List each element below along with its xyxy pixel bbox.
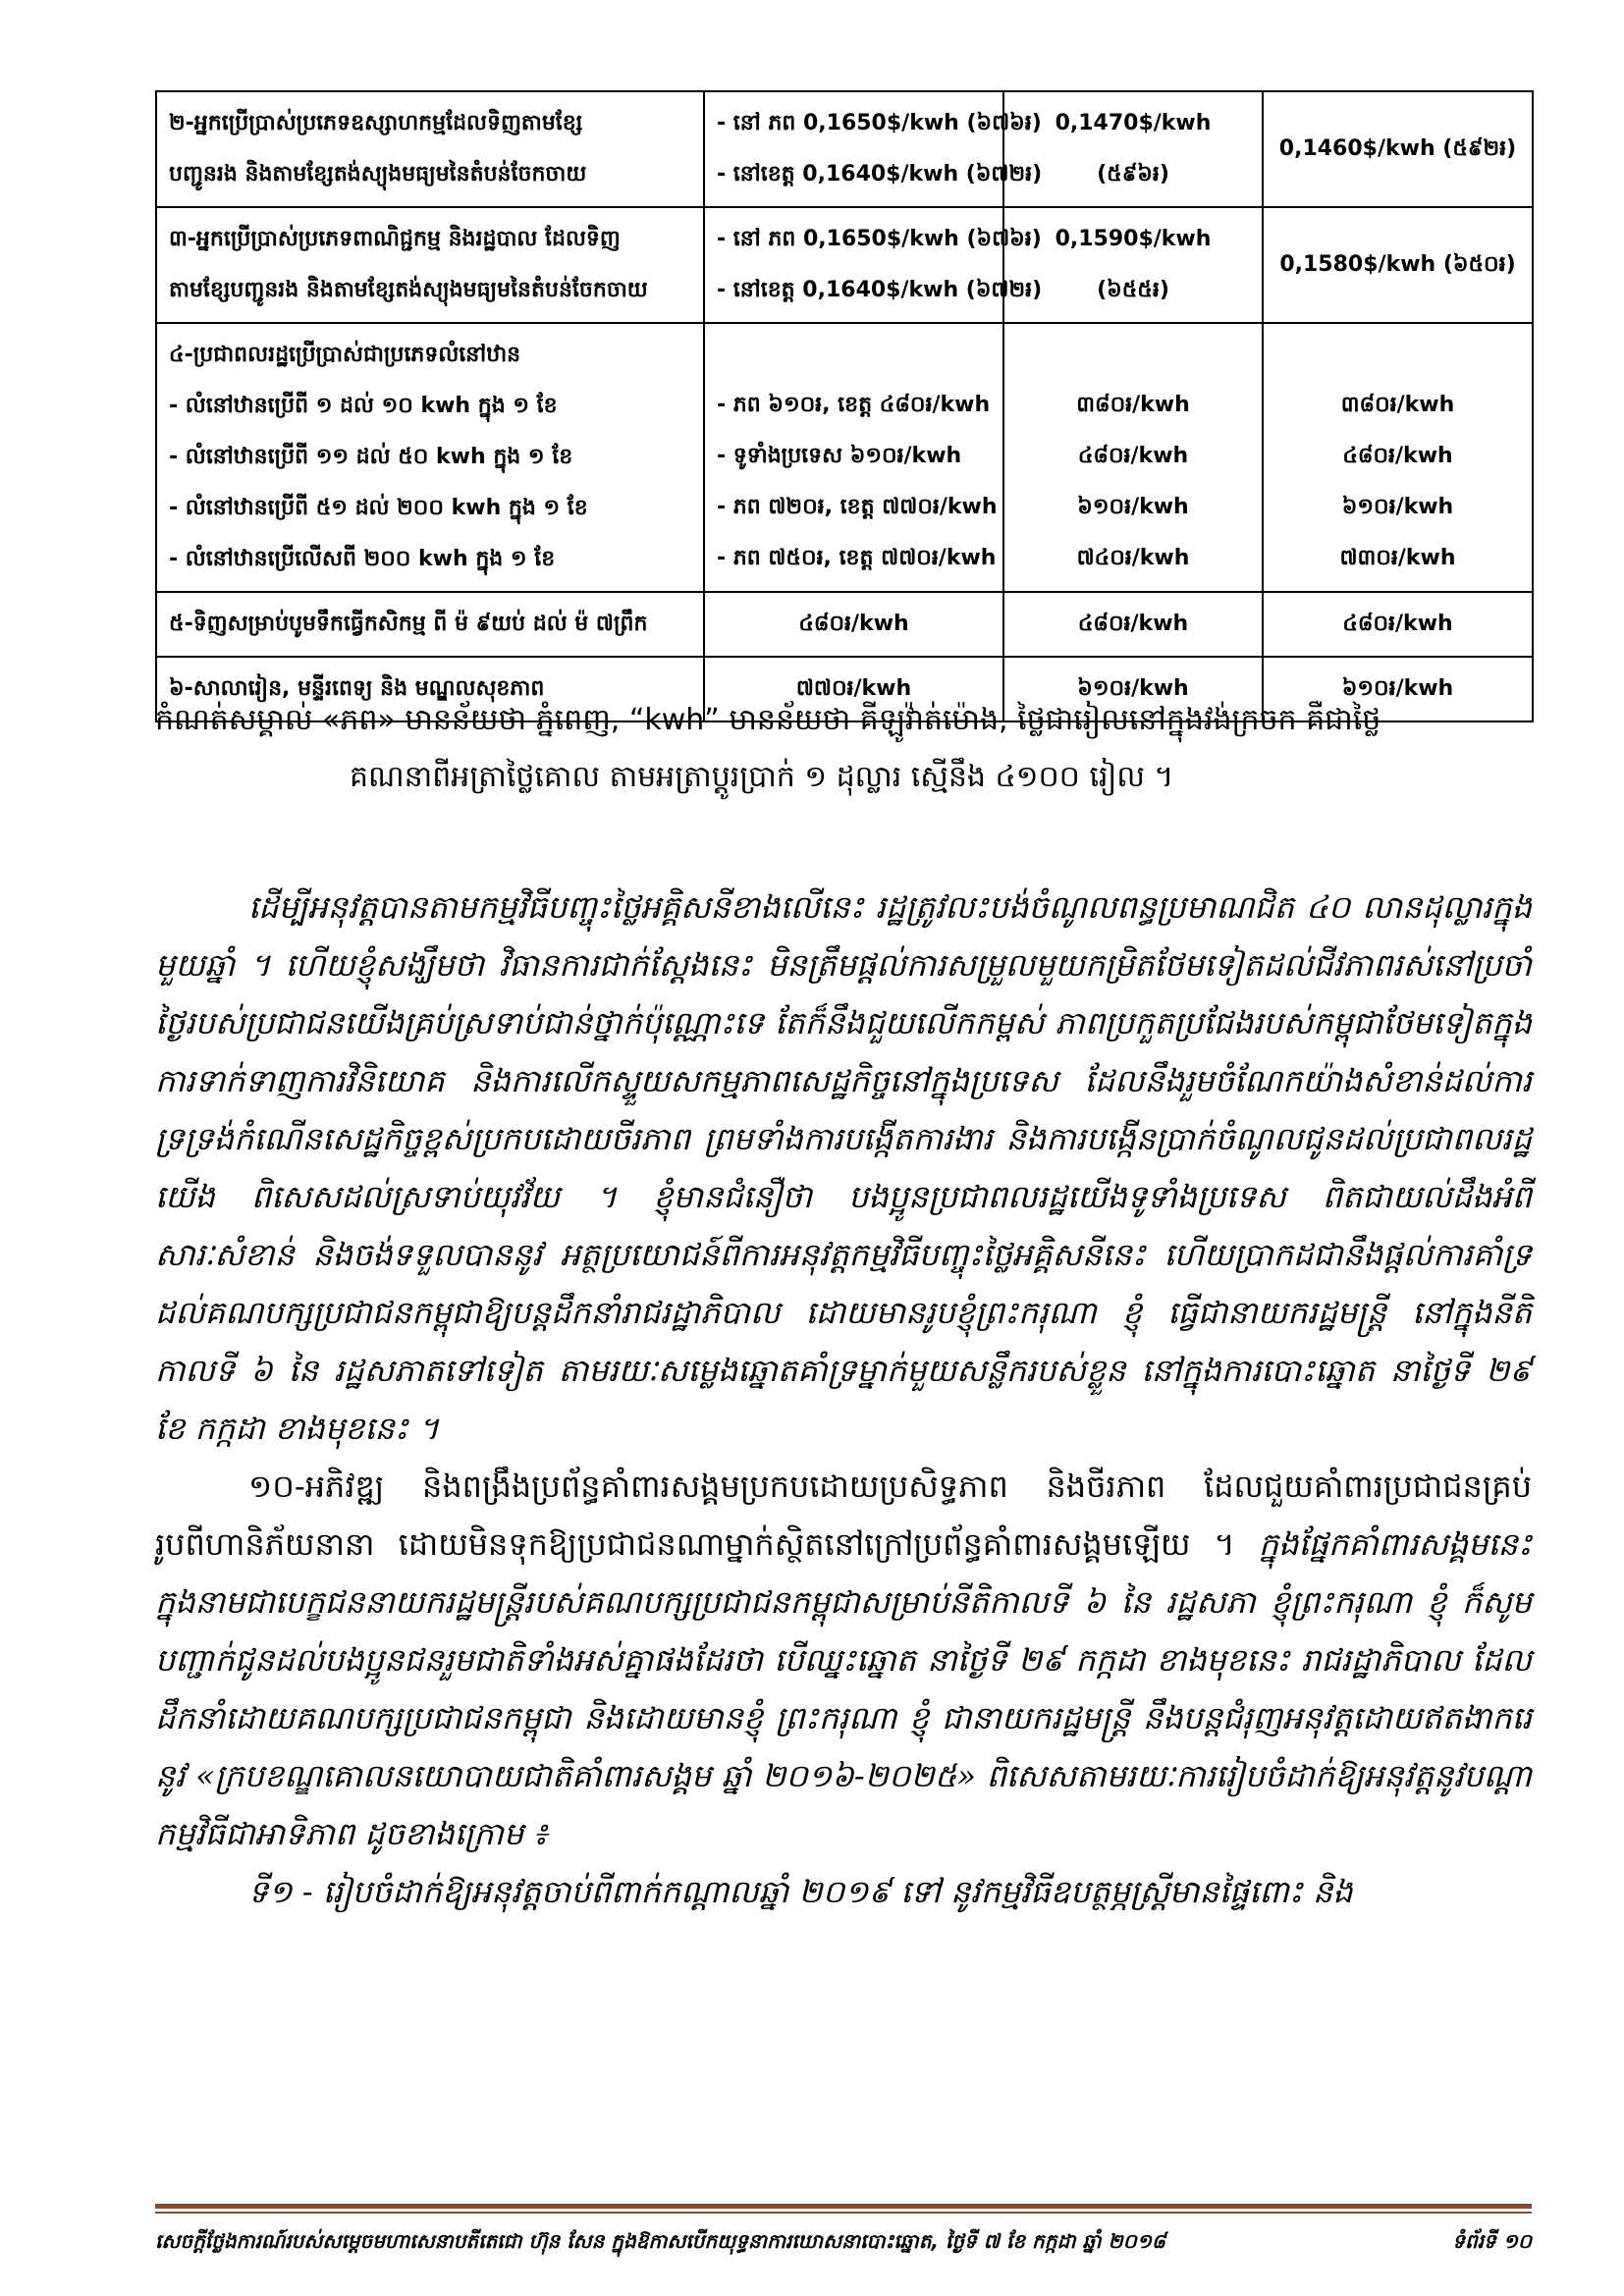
rate-2018-cell: ៤៨០៛/kwh [704,592,1003,657]
rate-line: ៧៣០៛/kwh [1339,546,1456,570]
rate-line: - ភព ៧៥០៛, ខេត្ត ៧៧០៛/kwh [717,546,997,570]
footnote-line: កំណត់សម្គាល់ «ភព» មានន័យថា ភ្នំពេញ, “kwh” មានន័យថា គីឡូវ៉ាត់ម៉ោង, ថ្លៃជារៀលនៅក្នុងវង់ក្រចក គឺជាថ្លៃ [155,703,1381,737]
rate-line: - នៅខេត្ត 0,1640$/kwh (៦៧២៛) [717,278,1043,302]
rate-line: - ភព ៧២០៛, ខេត្ត ៧៧០៛/kwh [717,495,998,519]
category-line: ៤-ប្រជាពលរដ្ឋប្រើប្រាស់ជាប្រភេទលំនៅឋាន [169,343,521,367]
rate-2019-cell: 0,1470$/kwh (៥៩៦៛) [1003,91,1263,207]
category-line: បញ្ជូនរង និងតាមខ្សែតង់ស្យុងមធ្យមនៃតំបន់ចែកចាយ [169,162,587,187]
category-line: - លំនៅឋានប្រើពី ១១ ដល់ ៥០ kwh ក្នុង ១ ខែ [169,445,573,469]
footer-divider [155,2204,1532,2209]
category-line: - លំនៅឋានប្រើលើសពី ២០០ kwh ក្នុង ១ ខែ [169,547,556,571]
footnote-line: គណនាពីអត្រាថ្លៃគោល តាមអត្រាប្តូរប្រាក់ ១ ដុល្លារ ស្មើនឹង ៤១០០ រៀល ។ [350,760,1174,794]
category-cell [156,207,704,323]
category-line: ៣-អ្នកប្រើប្រាស់ប្រភេទពាណិជ្ជកម្ម និងរដ្ឋបាល ដែលទិញ [169,227,621,251]
category-line: ២-អ្នកប្រើប្រាស់ប្រភេទឧស្សាហកម្មដែលទិញតាមខ្សែ [169,111,583,135]
rate-2019-cell [1003,323,1263,592]
category-line: - លំនៅឋានប្រើពី ៥១ ដល់ ២០០ kwh ក្នុង ១ ខែ [169,496,588,520]
page-number: ទំព័រទី ១០ [1452,2229,1532,2253]
rate-line: - ភព ៦១០៛, ខេត្ត ៤៨០៛/kwh [717,393,991,417]
rate-line: - នៅ ភព 0,1650$/kwh (៦៧៦៛) [717,227,1042,251]
category-line: តាមខ្សែបញ្ជូនរង និងតាមខ្សែតង់ស្យុងមធ្យមនៃតំបន់ចែកចាយ [169,278,648,302]
rate-2020-cell: ៤៨០៛/kwh [1263,592,1533,657]
rate-2019-cell: ៤៨០៛/kwh [1003,592,1263,657]
category-line: - លំនៅឋានប្រើពី ១ ដល់ ១០ kwh ក្នុង ១ ខែ [169,394,558,418]
rate-2020-cell: 0,1460$/kwh (៥៩២៛) [1263,91,1533,207]
table-row [156,91,1533,207]
electricity-tariff-table [155,90,1534,722]
table-row [156,207,1533,323]
rate-2020-cell: 0,1580$/kwh (៦៥០៛) [1263,207,1533,323]
rate-2018-cell [704,91,1043,207]
category-cell [156,91,704,207]
table-row [156,323,1533,592]
rate-2018-cell [704,323,1003,592]
paragraph-italic-text: ក្នុងផ្នែកគាំពារសង្គមនេះ ក្នុងនាមជាបេក្ខជននាយករដ្ឋមន្ត្រីរបស់គណបក្សប្រជាជនកម្ពុជាសម្រាប់នីតិកាលទី ៦ នៃ រដ្ឋសភា ខ្ញុំព្រះករុណា ខ្ញុំ ក៏សូមបញ្ជាក់ជូនដល់បងប្អូនជនរួមជាតិទាំងអស់គ្នាផងដែរថា បើឈ្នះឆ្នោត នាថ្ងៃទី ២៩ កក្កដា ខាងមុខនេះ រាជរដ្ឋាភិបាល ដែលដឹកនាំដោយគណបក្សប្រជាជនកម្ពុជា និងដោយមានខ្ញុំ ព្រះករុណា ខ្ញុំ ជានាយករដ្ឋមន្ត្រី នឹងបន្តជំរុញអនុវត្តដោយឥតងាករេនូវ «ក្របខណ្ឌគោលនយោបាយជាតិគាំពារសង្គម ឆ្នាំ ២០១៦-២០២៥» ពិសេសតាមរយៈការរៀបចំដាក់ឱ្យអនុវត្តនូវបណ្តាកម្មវិធីជាអាទិភាព ដូចខាងក្រោម ៖ [155,1525,1533,1852]
document-body [155,879,1532,1921]
category-cell [156,323,704,592]
rate-2018-cell [704,207,1043,323]
category-line: ៥-ទិញសម្រាប់បូមទឹកធ្វើកសិកម្ម ពី ម៉ ៩យប់ ដល់ ម៉ ៧ព្រឹក [169,612,648,636]
rate-2020-cell: ៦១០៛/kwh [1263,657,1533,721]
rate-2020-cell [1263,323,1533,592]
rate-line: ៤៨០៛/kwh [1342,444,1453,468]
table-row [156,592,1533,657]
category-line: ៦-សាលារៀន, មន្ទីរពេទ្យ និង មណ្ឌលសុខភាព [169,676,545,701]
rate-line: ៤៨០៛/kwh [1077,444,1189,468]
rate-line: - នៅ ភព 0,1650$/kwh (៦៧៦៛) [717,111,1042,135]
rate-line: ៦១០៛/kwh [1077,495,1189,519]
rate-line: - នៅខេត្ត 0,1640$/kwh (៦៧២៛) [717,162,1043,187]
category-cell [156,592,704,657]
rate-line: ៣៨០៛/kwh [1340,393,1455,417]
rate-line: ៧៤០៛/kwh [1076,546,1190,570]
body-paragraph: ទី១ - រៀបចំដាក់ឱ្យអនុវត្តចាប់ពីពាក់កណ្តាលឆ្នាំ ២០១៩ ទៅ នូវកម្មវិធីឧបត្ថម្ភស្ត្រីមានផ្ទៃពោះ និង [248,1873,1353,1910]
footer-caption: សេចក្តីថ្លែងការណ៍របស់សម្តេចមហាសេនាបតីតេជោ ហ៊ុន សែន ក្នុងឱកាសបើកយុទ្ធនាការឃោសនាបោះឆ្នោត, ថ្ងៃទី ៧ ខែ កក្កដា ឆ្នាំ ២០១៨ [155,2229,1166,2253]
rate-line: ៦១០៛/kwh [1341,495,1454,519]
rate-2019-cell: 0,1590$/kwh (៦៥៥៛) [1003,207,1263,323]
rate-2018-cell: ៧៧០៛/kwh [704,657,1003,721]
rate-2019-cell: ៦១០៛/kwh [1003,657,1263,721]
body-paragraph: ដើម្បីអនុវត្តបានតាមកម្មវិធីបញ្ចុះថ្លៃអគ្គិសនីខាងលើនេះ រដ្ឋត្រូវលះបង់ចំណូលពន្ធប្រមាណជិត ៤០ លានដុល្លារក្នុងមួយឆ្នាំ ។ ហើយខ្ញុំសង្ឃឹមថា វិធានការជាក់ស្តែងនេះ មិនត្រឹមផ្តល់ការសម្រួលមួយកម្រិតថែមទៀតដល់ជីវភាពរស់នៅប្រចាំថ្ងៃរបស់ប្រជាជនយើងគ្រប់ស្រទាប់ជាន់ថ្នាក់ប៉ុណ្ណោះទេ តែក៏នឹងជួយលើកកម្ពស់ ភាពប្រកួតប្រជែងរបស់កម្ពុជាថែមទៀតក្នុងការទាក់ទាញការវិនិយោគ និងការលើកស្ទួយសកម្មភាពសេដ្ឋកិច្ចនៅក្នុងប្រទេស ដែលនឹងរួមចំណែកយ៉ាងសំខាន់ដល់ការទ្រទ្រង់កំណើនសេដ្ឋកិច្ចខ្ពស់ប្រកបដោយចីរភាព ព្រមទាំងការបង្កើតការងារ និងការបង្កើនប្រាក់ចំណូលជូនដល់ប្រជាពលរដ្ឋយើង ពិសេសដល់ស្រទាប់យុវវ័យ ។ ខ្ញុំមានជំនឿថា បងប្អូនប្រជាពលរដ្ឋយើងទូទាំងប្រទេស ពិតជាយល់ដឹងអំពីសារៈសំខាន់ និងចង់ទទួលបាននូវ អត្ថប្រយោជន៍ពីការអនុវត្តកម្មវិធីបញ្ចុះថ្លៃអគ្គិសនីនេះ ហើយប្រាកដជានឹងផ្តល់ការគាំទ្រដល់គណបក្សប្រជាជនកម្ពុជាឱ្យបន្តដឹកនាំរាជរដ្ឋាភិបាល ដោយមានរូបខ្ញុំព្រះករុណា ខ្ញុំ ធ្វើជានាយករដ្ឋមន្ត្រី នៅក្នុងនីតិកាលទី ៦ នៃ រដ្ឋសភាតទៅទៀត តាមរយៈសម្លេងឆ្នោតគាំទ្រម្នាក់មួយសន្លឹករបស់ខ្លួន នៅក្នុងការបោះឆ្នោត នាថ្ងៃទី ២៩ ខែ កក្កដា ខាងមុខនេះ ។ [155,888,1532,1447]
body-paragraph [155,1458,1532,1863]
paragraph-plain-text: ១០-អភិវឌ្ឍ និងពង្រឹងប្រព័ន្ធគាំពារសង្គមប្រកបដោយប្រសិទ្ធភាព និងចីរភាព ដែលជួយគាំពារប្រជាជនគ្រប់រូបពីហានិភ័យនានា ដោយមិនទុកឱ្យប្រជាជនណាម្នាក់ស្ថិតនៅក្រៅប្រព័ន្ធគាំពារសង្គមឡើយ ។ [155,1468,1532,1563]
footer-divider [155,2212,1532,2214]
rate-line: ៣៨០៛/kwh [1076,393,1190,417]
rate-line: - ទូទាំងប្រទេស ៦១០៛/kwh [717,444,962,468]
table-footnote [155,692,1532,806]
